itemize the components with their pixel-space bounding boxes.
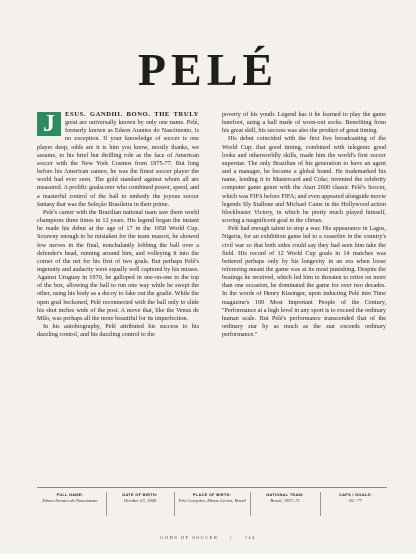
stat-full-name: [37, 492, 103, 505]
intro-paragraph: [37, 111, 199, 209]
page-number: 144: [244, 535, 256, 540]
stat-divider: [320, 492, 321, 516]
page-title: PELÉ: [137, 44, 279, 95]
footer-separator: |: [230, 535, 233, 540]
stat-national-team: [254, 492, 316, 505]
paragraph: His debut coincided with the first live broadcasting of the World Cup; that good timing, combined with telegenic good looks and otherworldly skills, made him the world's first soccer superstar. The only Brazilian of his generation to have an agent and a manager, he became a global brand. He trademarked his name, lending it to Mastercard and Coke; invented the celebrity computer game genre with the Atari 2600 classic Pelé's Soccer, which was FIFA before FIFA; and even appeared alongside movie legends Sly Stallone and Michael Caine in the Hollywood action blockbuster Victory, in which he pretty much played himself, scoring a magnificent goal in the climax.: [222, 135, 386, 225]
book-title: GODS OF SOCCER: [160, 535, 219, 540]
paragraph: In his autobiography, Pelé attributed his success to his dazzling control, and his dazzling control to the: [37, 323, 199, 339]
stat-value: Brazil, 1957–71: [270, 498, 300, 504]
right-column: [222, 111, 386, 339]
paragraph: Pelé's career with the Brazilian national team saw them world champions three times in 12 years. His legend began the instant he made his debut at the age of 17 in the 1958 World Cup. Scrawny enough to be mistaken for the team mascot, he showed few nerves in the final, nonchalantly lobbing the ball over a defender's head, running around him, and volleying it into the corner of the net for his first of two goals. But perhaps Pelé's ingenuity and audacity were equally well captured by his misses. Against Uruguay in 1970, he galloped in one-on-one to the top of the box, allowing the ball to run one way while he swept the other, using his body as a decoy to fake out the goalie. While the open goal beckoned, Pelé reconnected with the ball only to slide his shot inches wide of the post. A move that, like the Venus de Milo, was perhaps all the more beautiful for its imperfection.: [37, 208, 199, 322]
stat-divider: [250, 492, 251, 516]
paragraph: Pelé had enough talent to stop a war. His appearance in Lagos, Nigeria, for an exhibition game led to a ceasefire in the country's civil war so that both sides could say they had seen him take the field. His record of 12 World Cup goals in 14 matches was bettered perhaps only by his longevity in an era when loose refereeing meant the game was at its most punishing. Despite the beatings he received, which led him to threaten to retire on more than one occasion, he dominated the game for over two decades. In the words of Henry Kissinger, upon inducting Pelé into Time magazine's 100 Most Important People of the Century, "Performance at a high level in any sport is to exceed the ordinary human scale. But Pelé's performance transcended that of the ordinary star by as much as the star exceeds ordinary performance.": [222, 225, 386, 339]
stat-label: CAPS / GOALS:: [338, 492, 373, 497]
paragraph: poverty of his youth. Legend has it he learned to play the game barefoot, using a ball made of worn-out socks. Benefiting from his great skill, his success was also the product of great timing.: [222, 111, 386, 135]
stat-label: NATIONAL TEAM:: [266, 492, 304, 497]
stat-value: 92 / 77: [349, 498, 362, 504]
page-footer: [0, 535, 416, 540]
footer-divider: [37, 487, 387, 488]
drop-cap: J: [37, 112, 61, 136]
left-column: [37, 111, 199, 339]
stat-date-of-birth: [110, 492, 170, 505]
lead-in: ESUS. GANDHI. BONO. THE TRULY: [65, 111, 199, 118]
stat-label: DATE OF BIRTH:: [122, 492, 158, 497]
stat-value: Edson Arantes do Nascimento: [42, 498, 98, 504]
stat-value: October 23, 1940: [123, 498, 157, 504]
stat-value: Três Corações, Minas Gerais, Brazil: [178, 498, 246, 504]
paragraph-text: great are universally known by only one name. Pelé, formerly known as Edson Arantes do Nascimento, is no exception. If your knowledge of soccer is one player deep, odds are it is him you know, mostly thanks, we assume, to his brief but thrilling role as the face of American soccer with the New York Cosmos from 1975-77. But long before his American cameo, he was the finest soccer player the world had ever seen. The gold standard against whom all are measured. A prolific goalscorer who combined power, speed, and a masterful control of the ball to embody the joyous soccer fantasy that was the Seleção Brasileira in their prime.: [37, 119, 199, 208]
stat-label: PLACE OF BIRTH:: [192, 492, 232, 497]
stat-place-of-birth: [178, 492, 246, 505]
stat-caps-goals: [324, 492, 387, 505]
stat-label: FULL NAME:: [56, 492, 84, 497]
stat-divider: [174, 492, 175, 516]
stat-divider: [106, 492, 107, 516]
